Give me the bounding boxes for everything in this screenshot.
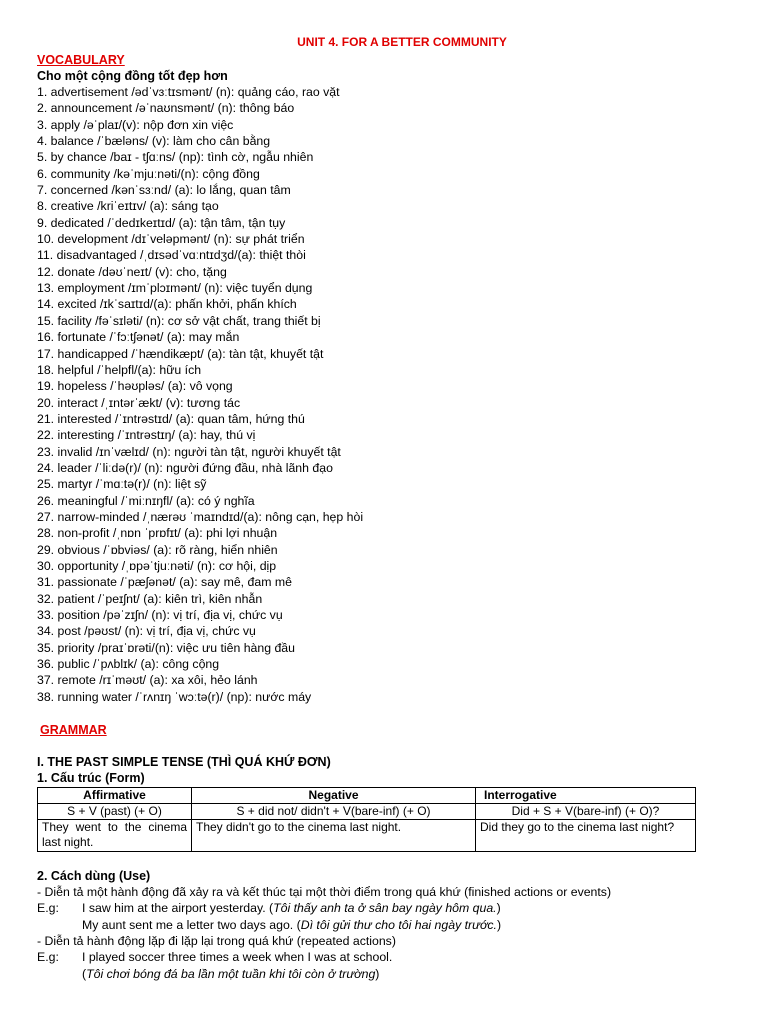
document-page: [37, 34, 737, 982]
eg-label: E.g:: [37, 901, 59, 916]
pattern-interrogative: Did + S + V(bare-inf) (+ O)?: [476, 804, 696, 820]
example-affirmative: They went to the cinema last night.: [38, 820, 192, 852]
vocabulary-list: [37, 84, 737, 705]
form-table-header-row: [38, 788, 696, 804]
pattern-negative: S + did not/ didn't + V(bare-inf) (+ O): [192, 804, 476, 820]
header-negative: Negative: [192, 788, 476, 804]
vocabulary-item: 6. community /kəˈmjuːnəti/(n): cộng đồng: [37, 166, 260, 181]
use-title: 2. Cách dùng (Use): [37, 869, 151, 884]
vocabulary-item: 37. remote /rɪˈməʊt/ (a): xa xôi, hẻo lánh: [37, 673, 258, 688]
vocabulary-item: 16. fortunate /ˈfɔːtʃənət/ (a): may mắn: [37, 330, 240, 345]
vocabulary-item: 1. advertisement /ədˈvɜːtɪsmənt/ (n): quảng cáo, rao vặt: [37, 85, 340, 99]
vocabulary-item: 31. passionate /ˈpæʃənət/ (a): say mê, đam mê: [37, 575, 292, 590]
vocabulary-item: 25. martyr /ˈmɑːtə(r)/ (n): liệt sỹ: [37, 477, 207, 492]
past-simple-title: I. THE PAST SIMPLE TENSE (THÌ QUÁ KHỨ ĐƠN): [37, 755, 331, 770]
form-table: [37, 787, 696, 852]
vocabulary-item: 23. invalid /ɪnˈvælɪd/ (n): người tàn tật, người khuyết tật: [37, 444, 341, 459]
example-1a-text: I saw him at the airport yesterday. (Tôi thấy anh ta ở sân bay ngày hôm qua.): [82, 901, 501, 916]
grammar-heading: GRAMMAR: [40, 723, 107, 738]
vocabulary-item: 33. position /pəˈzɪʃn/ (n): vị trí, địa vị, chức vụ: [37, 608, 283, 622]
form-table-pattern-row: [38, 804, 696, 820]
header-affirmative: Affirmative: [38, 788, 192, 804]
vocabulary-item: 5. by chance /baɪ - tʃɑːns/ (np): tình cờ, ngẫu nhiên: [37, 150, 314, 165]
form-table-example-row: [38, 820, 696, 852]
vocabulary-item: 13. employment /ɪmˈplɔɪmənt/ (n): việc tuyển dụng: [37, 281, 313, 296]
vocabulary-item: 3. apply /əˈplaɪ/(v): nộp đơn xin việc: [37, 117, 234, 132]
vocabulary-item: 35. priority /praɪˈɒrəti/(n): việc ưu tiên hàng đầu: [37, 640, 295, 655]
vocabulary-item: 18. helpful /ˈhelpfl/(a): hữu ích: [37, 362, 202, 377]
example-2a-text: I played soccer three times a week when I was at school.: [82, 950, 393, 965]
use-2: - Diễn tả hành động lặp đi lặp lại trong quá khứ (repeated actions): [37, 933, 396, 948]
use-section: [37, 868, 737, 982]
example-2b: (Tôi chơi bóng đá ba lần một tuần khi tôi còn ở trường): [82, 966, 380, 981]
example-1b: My aunt sent me a letter two days ago. (Dì tôi gửi thư cho tôi hai ngày trước.): [82, 917, 502, 932]
vocabulary-subtitle: Cho một cộng đồng tốt đẹp hơn: [37, 69, 228, 83]
example-negative: They didn't go to the cinema last night.: [192, 820, 476, 852]
vocabulary-item: 10. development /dɪˈveləpmənt/ (n): sự phát triển: [37, 232, 305, 247]
form-title: 1. Cấu trúc (Form): [37, 771, 145, 786]
use-1: - Diễn tả một hành động đã xảy ra và kết thúc tại một thời điểm trong quá khứ (finished actions or events): [37, 885, 612, 900]
vocabulary-item: 27. narrow-minded /ˌnærəʊ ˈmaɪndɪd/(a): nông cạn, hẹp hòi: [37, 509, 364, 524]
vocabulary-item: 29. obvious /ˈɒbviəs/ (a): rõ ràng, hiển nhiên: [37, 542, 278, 557]
vocabulary-item: 17. handicapped /ˈhændikæpt/ (a): tàn tật, khuyết tật: [37, 346, 324, 361]
vocabulary-item: 19. hopeless /ˈhəʊpləs/ (a): vô vọng: [37, 379, 233, 394]
vocabulary-item: 20. interact /ˌɪntərˈækt/ (v): tương tác: [37, 395, 241, 410]
vocabulary-item: 36. public /ˈpʌblɪk/ (a): công cộng: [37, 657, 220, 672]
unit-title: UNIT 4. FOR A BETTER COMMUNITY: [297, 35, 507, 49]
vocabulary-item: 12. donate /dəʊˈneɪt/ (v): cho, tặng: [37, 264, 227, 279]
vocabulary-item: 22. interesting /ˈɪntrəstɪŋ/ (a): hay, thú vị: [37, 428, 256, 443]
header-interrogative: Interrogative: [476, 788, 696, 804]
vocabulary-item: 24. leader /ˈliːdə(r)/ (n): người đứng đầu, nhà lãnh đạo: [37, 460, 333, 475]
pattern-affirmative: S + V (past) (+ O): [38, 804, 192, 820]
vocabulary-item: 21. interested /ˈɪntrəstɪd/ (a): quan tâm, hứng thú: [37, 411, 305, 426]
vocabulary-item: 14. excited /ɪkˈsaɪtɪd/(a): phấn khởi, phấn khích: [37, 297, 297, 312]
example-interrogative: Did they go to the cinema last night?: [476, 820, 696, 852]
eg-label: E.g:: [37, 950, 59, 965]
vocabulary-item: 26. meaningful /ˈmiːnɪŋfl/ (a): có ý nghĩa: [37, 493, 255, 508]
vocabulary-item: 32. patient /ˈpeɪʃnt/ (a): kiên trì, kiên nhẫn: [37, 591, 263, 606]
vocabulary-item: 8. creative /kriˈeɪtɪv/ (a): sáng tạo: [37, 199, 219, 214]
example-1a: [37, 900, 737, 916]
example-2a: [37, 949, 737, 965]
vocabulary-item: 15. facility /fəˈsɪləti/ (n): cơ sở vật chất, trang thiết bị: [37, 313, 321, 328]
vocabulary-heading: VOCABULARY: [37, 53, 125, 67]
vocabulary-item: 11. disadvantaged /ˌdɪsədˈvɑːntɪdʒd/(a): thiệt thòi: [37, 248, 306, 263]
vocabulary-item: 2. announcement /əˈnaʊnsmənt/ (n): thông báo: [37, 101, 295, 116]
vocabulary-item: 38. running water /ˈrʌnɪŋ ˈwɔːtə(r)/ (np): nước máy: [37, 689, 312, 704]
vocabulary-item: 9. dedicated /ˈdedɪkeɪtɪd/ (a): tận tâm, tận tụy: [37, 215, 286, 230]
vocabulary-item: 28. non-profit /ˌnɒn ˈprɒfɪt/ (a): phi lợi nhuận: [37, 526, 278, 541]
vocabulary-item: 34. post /pəʊst/ (n): vị trí, địa vị, chức vụ: [37, 624, 256, 639]
vocabulary-item: 30. opportunity /ˌɒpəˈtjuːnəti/ (n): cơ hội, dịp: [37, 558, 277, 573]
vocabulary-item: 4. balance /ˈbæləns/ (v): làm cho cân bằng: [37, 134, 271, 149]
vocabulary-item: 7. concerned /kənˈsɜːnd/ (a): lo lắng, quan tâm: [37, 183, 291, 198]
